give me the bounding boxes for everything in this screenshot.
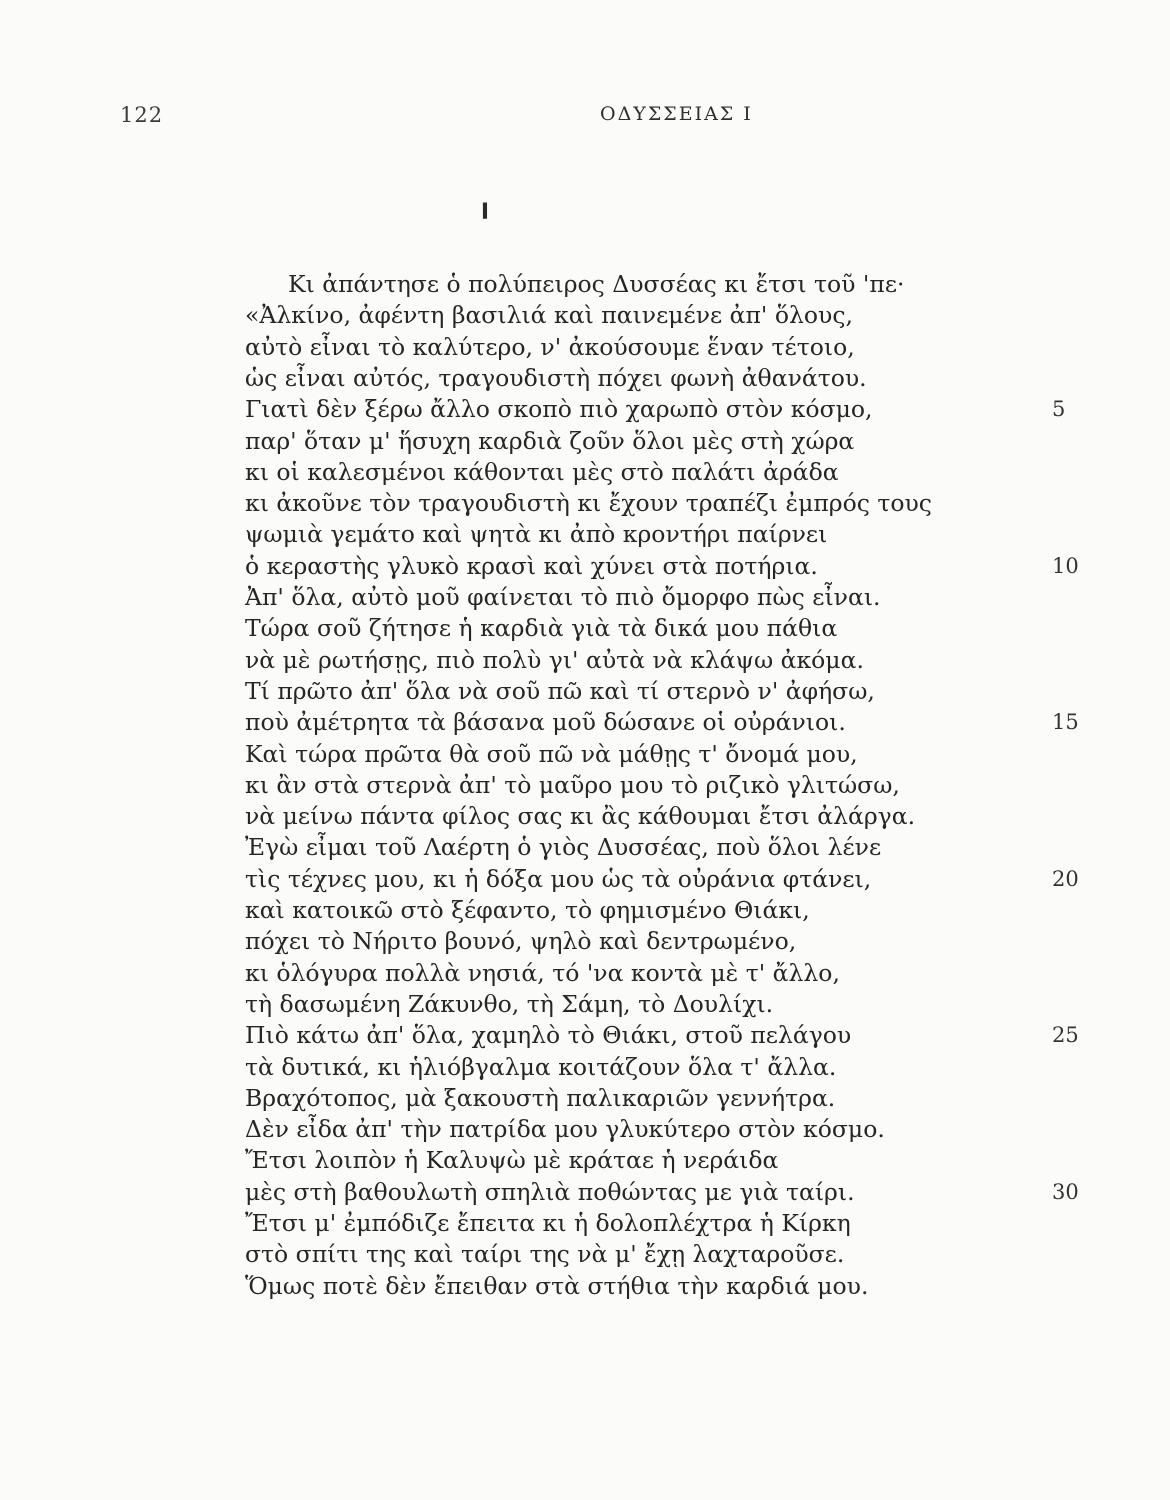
verse-text: Ἔτσι λοιπὸν ἡ Καλυψὼ μὲ κράταε ἡ νεράιδα — [245, 1146, 779, 1175]
verse-text: στὸ σπίτι της καὶ ταίρι της νὰ μ' ἔχῃ λαχταροῦσε. — [245, 1240, 845, 1269]
line-number: 30 — [1052, 1179, 1079, 1204]
verse-text: παρ' ὅταν μ' ἥσυχη καρδιὰ ζοῦν ὅλοι μὲς στὴ χώρα — [245, 426, 855, 455]
page-number: 122 — [120, 103, 164, 127]
verse-text: «Ἀλκίνο, ἀφέντη βασιλιά καὶ παινεμένε ἀπ' ὅλους, — [245, 301, 853, 330]
verse-text: τὴ δασωμένη Ζάκυνθο, τὴ Σάμη, τὸ Δουλίχι. — [245, 989, 774, 1018]
verse-text: κι ὁλόγυρα πολλὰ νησιά, τό 'να κοντὰ μὲ τ' ἄλλο, — [245, 958, 840, 987]
line-number: 20 — [1052, 866, 1079, 891]
book-numeral: Ι — [480, 200, 490, 225]
verse-text: Γιατὶ δὲν ξέρω ἄλλο σκοπὸ πιὸ χαρωπὸ στὸν κόσμο, — [245, 395, 873, 424]
verse-text: καὶ κατοικῶ στὸ ξέφαντο, τὸ φημισμένο Θιάκι, — [245, 896, 810, 924]
verse-text: κι ἂν στὰ στερνὰ ἀπ' τὸ μαῦρο μου τὸ ριζικὸ γλιτώσω, — [245, 770, 900, 799]
verse-text: ὡς εἶναι αὐτός, τραγουδιστὴ πόχει φωνὴ ἀθανάτου. — [245, 363, 867, 392]
line-number: 15 — [1052, 710, 1079, 735]
verse-text: πόχει τὸ Νήριτο βουνό, ψηλὸ καὶ δεντρωμένο, — [245, 927, 797, 956]
verse-text: κι ἀκοῦνε τὸν τραγουδιστὴ κι ἔχουν τραπέζι ἐμπρός τους — [245, 489, 932, 518]
verse-text: Τί πρῶτο ἀπ' ὅλα νὰ σοῦ πῶ καὶ τί στερνὸ ν' ἀφήσω, — [245, 676, 875, 705]
line-number: 10 — [1052, 553, 1079, 578]
verse-text: ποὺ ἀμέτρητα τὰ βάσανα μοῦ δώσανε οἱ οὐράνιοι. — [245, 708, 846, 737]
verse-text: Ἐγὼ εἶμαι τοῦ Λαέρτη ὁ γιὸς Δυσσέας, ποὺ ὅλοι λένε — [245, 833, 882, 862]
verse-text: Ἀπ' ὅλα, αὐτὸ μοῦ φαίνεται τὸ πιὸ ὄμορφο πὼς εἶναι. — [245, 583, 881, 611]
line-number: 25 — [1052, 1023, 1079, 1048]
verse-text: τὶς τέχνες μου, κι ἡ δόξα μου ὡς τὰ οὐράνια φτάνει, — [245, 864, 872, 893]
verse-line — [0, 1267, 1170, 1305]
verse-text: Τώρα σοῦ ζήτησε ἡ καρδιὰ γιὰ τὰ δικά μου πάθια — [245, 614, 838, 643]
verse-text: Δὲν εἶδα ἀπ' τὴν πατρίδα μου γλυκύτερο στὸν κόσμο. — [245, 1115, 885, 1144]
verse-text: νὰ μείνω πάντα φίλος σας κι ἂς κάθουμαι ἔτσι ἀλάργα. — [245, 802, 916, 831]
verse-text: μὲς στὴ βαθουλωτὴ σπηλιὰ ποθώντας με γιὰ ταίρι. — [245, 1177, 855, 1206]
verse-text: τὰ δυτικά, κι ἡλιόβγαλμα κοιτάζουν ὅλα τ' ἄλλα. — [245, 1052, 837, 1081]
verse-text: ψωμιὰ γεμάτο καὶ ψητὰ κι ἀπὸ κροντήρι παίρνει — [245, 520, 828, 549]
verse-text: ὁ κεραστὴς γλυκὸ κρασὶ καὶ χύνει στὰ ποτήρια. — [245, 551, 818, 580]
verse-text: Πιὸ κάτω ἀπ' ὅλα, χαμηλὸ τὸ Θιάκι, στοῦ πελάγου — [245, 1021, 852, 1050]
verse-text: Κι ἀπάντησε ὁ πολύπειρος Δυσσέας κι ἔτσι τοῦ 'πε· — [288, 270, 905, 298]
running-head: ΟΔΥΣΣΕΙΑΣ Ι — [600, 103, 753, 125]
verse-text: Ὅμως ποτὲ δὲν ἔπειθαν στὰ στήθια τὴν καρδιά μου. — [245, 1271, 869, 1300]
verse-text: κι οἱ καλεσμένοι κάθονται μὲς στὸ παλάτι ἀράδα — [245, 457, 839, 486]
verse-text: αὐτὸ εἶναι τὸ καλύτερο, ν' ἀκούσουμε ἕναν τέτοιο, — [245, 332, 855, 361]
verse-text: Βραχότοπος, μὰ ξακουστὴ παλικαριῶν γεννήτρα. — [245, 1083, 836, 1112]
page-header — [120, 103, 1080, 133]
verse-text: Καὶ τώρα πρῶτα θὰ σοῦ πῶ νὰ μάθῃς τ' ὄνομά μου, — [245, 739, 858, 768]
verse-text: νὰ μὲ ρωτήσῃς, πιὸ πολὺ γι' αὐτὰ νὰ κλάψω ἀκόμα. — [245, 645, 864, 674]
verse-text: Ἔτσι μ' ἐμπόδιζε ἔπειτα κι ἡ δολοπλέχτρα ἡ Κίρκη — [245, 1209, 851, 1237]
line-number: 5 — [1052, 397, 1066, 422]
